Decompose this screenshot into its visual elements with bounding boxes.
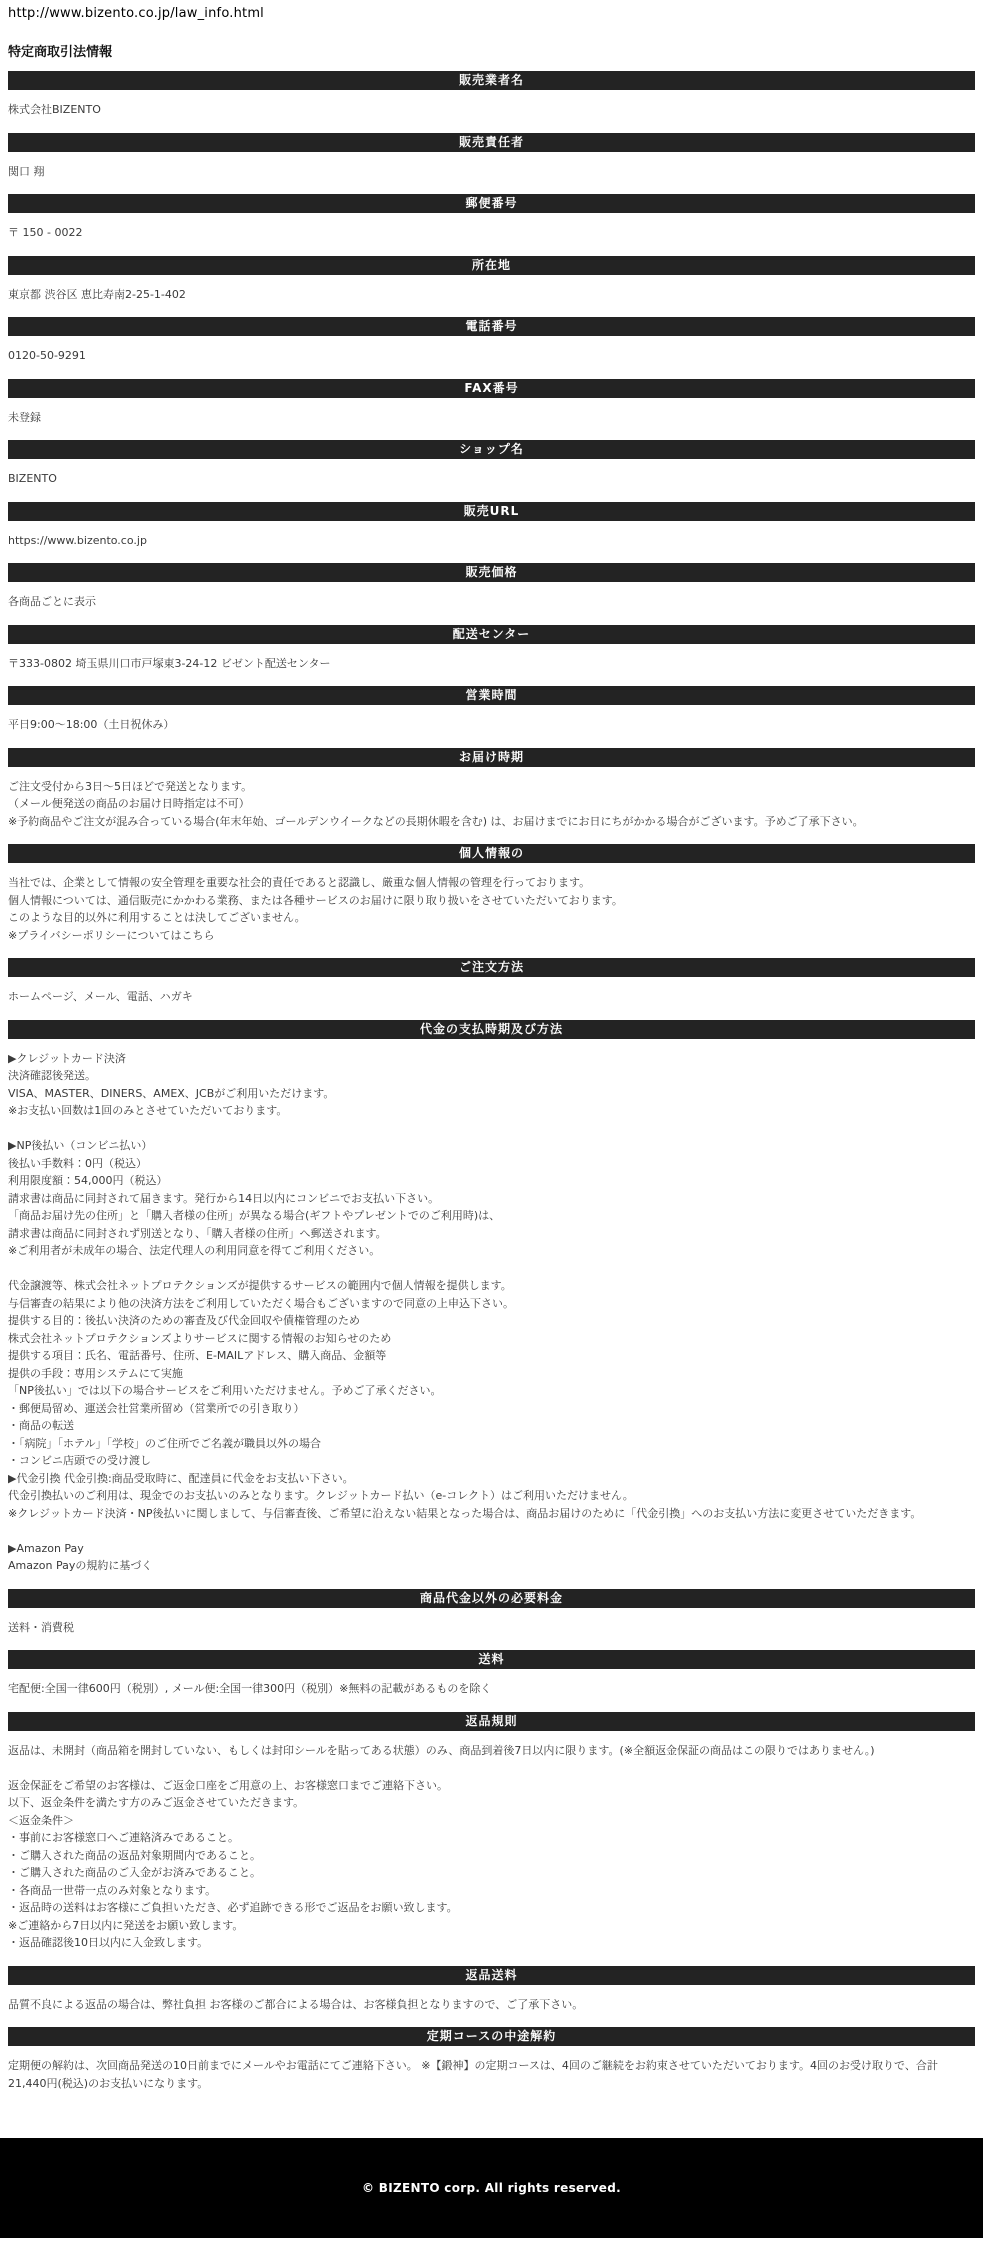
section-body-4 bbox=[8, 347, 975, 365]
section-text-line: 送料・消費税 bbox=[8, 1620, 74, 1634]
section-text-line: https://www.bizento.co.jp bbox=[8, 533, 147, 547]
section-text-line: 返品は、未開封（商品箱を開封していない、もしくは封印シールを貼ってある状態）のみ、商品到着後7日以内に限ります。(※全額返金保証の商品はこの限りではありません。) bbox=[8, 1743, 875, 1757]
section-text-line: ▶Amazon Pay bbox=[8, 1541, 84, 1555]
section-header-15: 商品代金以外の必要料金 bbox=[8, 1589, 975, 1608]
section-text-line: ＜返金条件＞ bbox=[8, 1813, 74, 1827]
section-text-line: ・各商品一世帯一点のみ対象となります。 bbox=[8, 1883, 217, 1897]
section-text-line: 〒333-0802 埼玉県川口市戸塚東3-24-12 ビゼント配送センター bbox=[8, 656, 331, 670]
section-header-3: 所在地 bbox=[8, 256, 975, 275]
section-text-line: ・返品時の送料はお客様にご負担いただき、必ず追跡できる形でご返品をお願い致します。 bbox=[8, 1901, 458, 1914]
section-header-14: 代金の支払時期及び方法 bbox=[8, 1020, 975, 1039]
section-text-line: ※予約商品やご注文が混み合っている場合(年末年始、ゴールデンウイークなどの長期休暇を含む) は、お届けまでにお日にちがかかる場合がございます。予めご了承下さい。 bbox=[8, 814, 864, 828]
section-text-line: 「NP後払い」では以下の場合サービスをご利用いただけません。予めご了承ください。 bbox=[8, 1384, 442, 1397]
section-body-8 bbox=[8, 593, 975, 611]
section-text-line: 「商品お届け先の住所」と「購入者様の住所」が異なる場合(ギフトやプレゼントでのご利用時)は、 bbox=[8, 1209, 501, 1222]
section-body-18 bbox=[8, 1996, 975, 2014]
footer-copyright: © BIZENTO corp. All rights reserved. bbox=[362, 2181, 621, 2195]
section-text-line: ・ご購入された商品の返品対象期間内であること。 bbox=[8, 1848, 261, 1862]
section-text-line: 代金引換払いのご利用は、現金でのお支払いのみとなります。クレジットカード払い（e-コレクト）はご利用いただけません。 bbox=[8, 1489, 634, 1502]
section-text-line: 東京都 渋谷区 恵比寿南2-25-1-402 bbox=[8, 287, 186, 301]
section-text-line: 請求書は商品に同封されず別送となり、「購入者様の住所」へ郵送されます。 bbox=[8, 1226, 387, 1240]
section-header-17: 返品規則 bbox=[8, 1712, 975, 1731]
section-header-19: 定期コースの中途解約 bbox=[8, 2027, 975, 2046]
section-text-line: 平日9:00～18:00（土日祝休み） bbox=[8, 718, 175, 731]
section-text-line: 返金保証をご希望のお客様は、ご返金口座をご用意の上、お客様窓口までご連絡下さい。 bbox=[8, 1778, 448, 1792]
section-text-line: ▶クレジットカード決済 bbox=[8, 1051, 126, 1065]
section-text-line: 請求書は商品に同封されて届きます。発行から14日以内にコンビニでお支払い下さい。 bbox=[8, 1191, 440, 1205]
section-header-11: お届け時期 bbox=[8, 748, 975, 767]
law-info-sections bbox=[8, 71, 975, 2092]
section-body-13 bbox=[8, 988, 975, 1006]
section-header-18: 返品送料 bbox=[8, 1966, 975, 1985]
section-header-13: ご注文方法 bbox=[8, 958, 975, 977]
section-header-1: 販売責任者 bbox=[8, 133, 975, 152]
section-body-14 bbox=[8, 1050, 975, 1575]
section-text-line: ・返品確認後10日以内に入金致します。 bbox=[8, 1936, 209, 1949]
section-body-3 bbox=[8, 286, 975, 304]
section-text-line: ご注文受付から3日～5日ほどで発送となります。 bbox=[8, 779, 253, 793]
section-text-line: ※プライバシーポリシーについてはこちら bbox=[8, 928, 215, 942]
section-text-line: 品質不良による返品の場合は、弊社負担 お客様のご都合による場合は、お客様負担となりますので、ご了承下さい。 bbox=[8, 1997, 584, 2011]
section-text-line: 関口 翔 bbox=[8, 164, 45, 178]
section-text-line: 未登録 bbox=[8, 410, 41, 424]
section-text-line: 株式会社BIZENTO bbox=[8, 103, 101, 116]
section-text-line bbox=[8, 1759, 975, 1777]
section-header-12: 個人情報の bbox=[8, 844, 975, 863]
section-text-line: 個人情報については、通信販売にかかわる業務、または各種サービスのお届けに限り取り扱いをさせていただいております。 bbox=[8, 893, 623, 907]
section-text-line: 利用限度額：54,000円（税込） bbox=[8, 1174, 168, 1187]
page-title: 特定商取引法情報 bbox=[8, 45, 113, 60]
section-header-4: 電話番号 bbox=[8, 317, 975, 336]
section-header-5: FAX番号 bbox=[8, 379, 975, 398]
section-body-16 bbox=[8, 1680, 975, 1698]
section-body-12 bbox=[8, 874, 975, 944]
site-footer bbox=[0, 2138, 983, 2238]
section-text-line: （メール便発送の商品のお届け日時指定は不可） bbox=[8, 797, 250, 810]
section-text-line: 代金譲渡等、株式会社ネットプロテクションズが提供するサービスの範囲内で個人情報を提供します。 bbox=[8, 1279, 512, 1292]
section-text-line bbox=[8, 1522, 975, 1540]
section-text-line: ・ご購入された商品のご入金がお済みであること。 bbox=[8, 1866, 261, 1879]
section-text-line: ※クレジットカード決済・NP後払いに関しまして、与信審査後、ご希望に沿えない結果となった場合は、商品お届けのために「代金引換」へのお支払い方法に変更させていただきます。 bbox=[8, 1506, 922, 1520]
section-text-line: 0120-50-9291 bbox=[8, 349, 86, 362]
section-header-6: ショップ名 bbox=[8, 440, 975, 459]
section-body-11 bbox=[8, 778, 975, 831]
section-body-5 bbox=[8, 409, 975, 427]
section-text-line: 提供する項目：氏名、電話番号、住所、E-MAILアドレス、購入商品、金額等 bbox=[8, 1349, 387, 1362]
section-text-line: 各商品ごとに表示 bbox=[8, 595, 96, 608]
section-text-line: 〒 150 - 0022 bbox=[8, 226, 83, 239]
section-header-0: 販売業者名 bbox=[8, 71, 975, 90]
section-body-6 bbox=[8, 470, 975, 488]
section-body-0 bbox=[8, 101, 975, 119]
section-text-line: ▶代金引換 代金引換:商品受取時に、配達員に代金をお支払い下さい。 bbox=[8, 1471, 354, 1485]
section-text-line: ▶NP後払い（コンビニ払い） bbox=[8, 1139, 153, 1152]
section-header-7: 販売URL bbox=[8, 502, 975, 521]
section-text-line: ・コンビニ店頭での受け渡し bbox=[8, 1454, 151, 1467]
section-text-line: 宅配便:全国一律600円（税別）, メール便:全国一律300円（税別）※無料の記載があるものを除く bbox=[8, 1682, 492, 1695]
section-body-15 bbox=[8, 1619, 975, 1637]
section-text-line: ・郵便局留め、運送会社営業所留め（営業所での引き取り） bbox=[8, 1401, 305, 1415]
section-header-9: 配送センター bbox=[8, 625, 975, 644]
section-text-line: 株式会社ネットプロテクションズよりサービスに関する情報のお知らせのため bbox=[8, 1331, 392, 1345]
section-body-19 bbox=[8, 2057, 975, 2092]
section-text-line: ※ご利用者が未成年の場合、法定代理人の利用同意を得てご利用ください。 bbox=[8, 1244, 381, 1257]
section-body-7 bbox=[8, 532, 975, 550]
page-url-label: http://www.bizento.co.jp/law_info.html bbox=[8, 6, 264, 21]
section-text-line: 当社では、企業として情報の安全管理を重要な社会的責任であると認識し、厳重な個人情報の管理を行っております。 bbox=[8, 876, 591, 889]
section-text-line: このような目的以外に利用することは決してございません。 bbox=[8, 911, 306, 924]
section-header-8: 販売価格 bbox=[8, 563, 975, 582]
section-text-line: 後払い手数料：0円（税込） bbox=[8, 1156, 147, 1170]
section-text-line: 定期便の解約は、次回商品発送の10日前までにメールやお電話にてご連絡下さい。 ※【鍛神】の定期コースは、4回のご継続をお約束させていただいております。4回のお受け取りで、合計21,440円(税込)のお支払いになります。 bbox=[8, 2059, 938, 2090]
section-text-line: ホームページ、メール、電話、ハガキ bbox=[8, 990, 193, 1003]
section-text-line: 提供する目的：後払い決済のための審査及び代金回収や債権管理のため bbox=[8, 1314, 360, 1327]
section-text-line: ・商品の転送 bbox=[8, 1419, 74, 1432]
section-text-line: ※お支払い回数は1回のみとさせていただいております。 bbox=[8, 1104, 288, 1117]
section-text-line: 提供の手段：専用システムにて実施 bbox=[8, 1366, 183, 1380]
section-text-line: ※ご連絡から7日以内に発送をお願い致します。 bbox=[8, 1918, 244, 1932]
section-text-line bbox=[8, 1260, 975, 1278]
section-header-10: 営業時間 bbox=[8, 686, 975, 705]
section-header-2: 郵便番号 bbox=[8, 194, 975, 213]
section-body-2 bbox=[8, 224, 975, 242]
section-text-line bbox=[8, 1120, 975, 1138]
section-body-17 bbox=[8, 1742, 975, 1952]
section-text-line: VISA、MASTER、DINERS、AMEX、JCBがご利用いただけます。 bbox=[8, 1086, 335, 1100]
section-text-line: 与信審査の結果により他の決済方法をご利用していただく場合もございますので同意の上申込下さい。 bbox=[8, 1296, 514, 1310]
section-body-10 bbox=[8, 716, 975, 734]
section-body-1 bbox=[8, 163, 975, 181]
section-text-line: BIZENTO bbox=[8, 472, 57, 485]
section-text-line: 決済確認後発送。 bbox=[8, 1069, 96, 1082]
section-text-line: ・事前にお客様窓口へご連絡済みであること。 bbox=[8, 1831, 239, 1844]
section-text-line: Amazon Payの規約に基づく bbox=[8, 1559, 153, 1572]
section-header-16: 送料 bbox=[8, 1650, 975, 1669]
section-body-9 bbox=[8, 655, 975, 673]
section-text-line: ・「病院」「ホテル」「学校」のご住所でご名義が職員以外の場合 bbox=[8, 1436, 321, 1450]
section-text-line: 以下、返金条件を満たす方のみご返金させていただきます。 bbox=[8, 1796, 305, 1809]
